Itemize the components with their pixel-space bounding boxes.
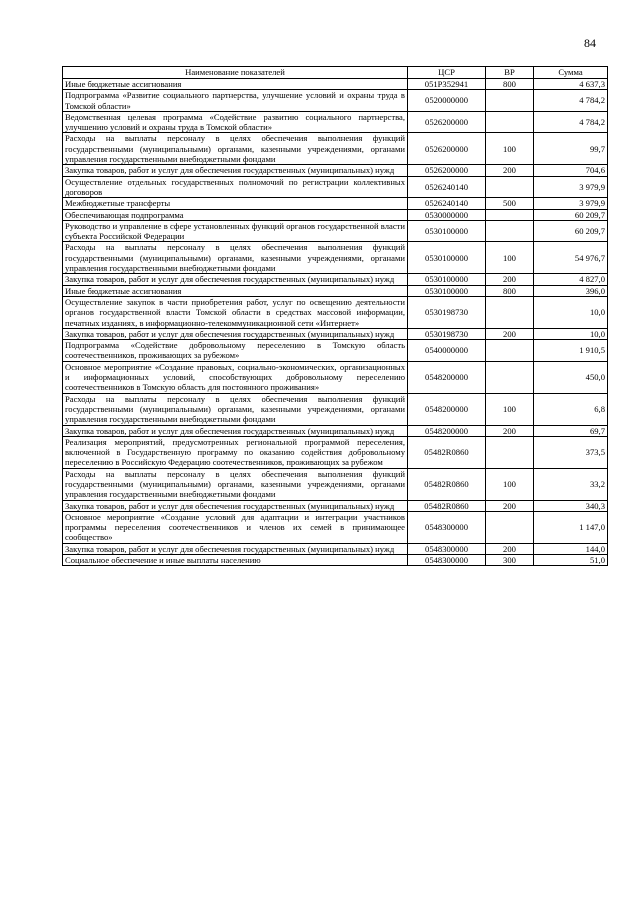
row-name-cell: Закупка товаров, работ и услуг для обеспечения государственных (муниципальных) нужд	[63, 165, 408, 176]
row-vr-cell: 200	[486, 425, 534, 436]
table-row	[63, 328, 608, 339]
row-csr-cell: 05482R0860	[408, 468, 486, 500]
table-row	[63, 285, 608, 296]
row-csr-cell: 0548200000	[408, 393, 486, 425]
row-name-cell: Социальное обеспечение и иные выплаты населению	[63, 555, 408, 566]
row-csr-cell: 0526200000	[408, 133, 486, 165]
row-csr-cell: 0548300000	[408, 555, 486, 566]
row-name-cell: Руководство и управление в сфере установленных функций органов государственной власти субъекта Российской Федерации	[63, 220, 408, 242]
row-vr-cell	[486, 220, 534, 242]
row-csr-cell: 0520000000	[408, 90, 486, 112]
row-name-cell: Расходы на выплаты персоналу в целях обеспечения выполнения функций государственными (муниципальными) органами, казенными учреждениями, органами управления государственными внебюджетными фондами	[63, 133, 408, 165]
row-vr-cell	[486, 111, 534, 133]
row-name-cell: Основное мероприятие «Создание условий для адаптации и интеграции участников программы переселения соотечественников и членов их семей в принимающее сообщество»	[63, 511, 408, 543]
row-sum-cell: 33,2	[534, 468, 608, 500]
row-csr-cell: 0530100000	[408, 274, 486, 285]
row-csr-cell: 051P352941	[408, 79, 486, 90]
row-name-cell: Расходы на выплаты персоналу в целях обеспечения выполнения функций государственными (муниципальными) органами, казенными учреждениями, органами управления государственными внебюджетными фондами	[63, 242, 408, 274]
row-sum-cell: 6,8	[534, 393, 608, 425]
row-vr-cell	[486, 340, 534, 362]
row-csr-cell: 0526240140	[408, 198, 486, 209]
row-name-cell: Реализация мероприятий, предусмотренных региональной программой переселения, включенной в Государственную программу по оказанию содействия добровольному переселению в Российскую Федерацию соотечественников, проживающих за рубежом	[63, 436, 408, 468]
table-row	[63, 198, 608, 209]
table-row	[63, 111, 608, 133]
row-sum-cell: 4 637,3	[534, 79, 608, 90]
row-vr-cell	[486, 436, 534, 468]
row-vr-cell: 200	[486, 274, 534, 285]
row-sum-cell: 396,0	[534, 285, 608, 296]
table-row	[63, 393, 608, 425]
row-vr-cell: 300	[486, 555, 534, 566]
row-sum-cell: 3 979,9	[534, 198, 608, 209]
row-sum-cell: 10,0	[534, 296, 608, 328]
header-vr: ВР	[486, 67, 534, 79]
row-csr-cell: 0530000000	[408, 209, 486, 220]
table-row	[63, 340, 608, 362]
row-vr-cell	[486, 176, 534, 198]
table-row	[63, 133, 608, 165]
row-sum-cell: 60 209,7	[534, 209, 608, 220]
row-csr-cell: 0548200000	[408, 361, 486, 393]
row-sum-cell: 60 209,7	[534, 220, 608, 242]
row-csr-cell: 05482R0860	[408, 500, 486, 511]
row-sum-cell: 704,6	[534, 165, 608, 176]
table-row	[63, 555, 608, 566]
page-number: 84	[584, 36, 596, 50]
row-csr-cell: 0530198730	[408, 296, 486, 328]
header-name: Наименование показателей	[63, 67, 408, 79]
row-name-cell: Закупка товаров, работ и услуг для обеспечения государственных (муниципальных) нужд	[63, 425, 408, 436]
table-row	[63, 274, 608, 285]
row-name-cell: Закупка товаров, работ и услуг для обеспечения государственных (муниципальных) нужд	[63, 543, 408, 554]
row-vr-cell	[486, 296, 534, 328]
row-csr-cell: 0530100000	[408, 285, 486, 296]
header-sum: Сумма	[534, 67, 608, 79]
table-row	[63, 468, 608, 500]
row-name-cell: Иные бюджетные ассигнования	[63, 285, 408, 296]
row-sum-cell: 4 784,2	[534, 111, 608, 133]
row-sum-cell: 373,5	[534, 436, 608, 468]
budget-table	[62, 66, 608, 566]
table-row	[63, 79, 608, 90]
row-sum-cell: 1 147,0	[534, 511, 608, 543]
row-vr-cell	[486, 209, 534, 220]
row-vr-cell: 100	[486, 468, 534, 500]
row-sum-cell: 10,0	[534, 328, 608, 339]
header-csr: ЦСР	[408, 67, 486, 79]
row-sum-cell: 99,7	[534, 133, 608, 165]
row-name-cell: Осуществление отдельных государственных полномочий по регистрации коллективных договоров	[63, 176, 408, 198]
table-row	[63, 425, 608, 436]
row-vr-cell	[486, 90, 534, 112]
row-name-cell: Межбюджетные трансферты	[63, 198, 408, 209]
row-vr-cell: 500	[486, 198, 534, 209]
table-row	[63, 165, 608, 176]
row-csr-cell: 0548200000	[408, 425, 486, 436]
table-row	[63, 361, 608, 393]
row-vr-cell: 200	[486, 500, 534, 511]
row-csr-cell: 0526200000	[408, 111, 486, 133]
row-sum-cell: 450,0	[534, 361, 608, 393]
table-row	[63, 436, 608, 468]
table-row	[63, 500, 608, 511]
row-name-cell: Основное мероприятие «Создание правовых, социально-экономических, организационных и информационных условий, способствующих добровольному переселению соотечественников в Томскую область для постоянного проживания»	[63, 361, 408, 393]
row-name-cell: Закупка товаров, работ и услуг для обеспечения государственных (муниципальных) нужд	[63, 500, 408, 511]
row-csr-cell: 0530198730	[408, 328, 486, 339]
row-name-cell: Расходы на выплаты персоналу в целях обеспечения выполнения функций государственными (муниципальными) органами, казенными учреждениями, органами управления государственными внебюджетными фондами	[63, 393, 408, 425]
table-row	[63, 209, 608, 220]
row-csr-cell: 0530100000	[408, 220, 486, 242]
row-sum-cell: 4 827,0	[534, 274, 608, 285]
row-vr-cell	[486, 361, 534, 393]
row-vr-cell: 800	[486, 79, 534, 90]
table-row	[63, 511, 608, 543]
row-csr-cell: 0548300000	[408, 543, 486, 554]
row-name-cell: Подпрограмма «Содействие добровольному переселению в Томскую область соотечественников, проживающих за рубежом»	[63, 340, 408, 362]
row-sum-cell: 3 979,9	[534, 176, 608, 198]
row-name-cell: Ведомственная целевая программа «Содействие развитию социального партнерства, улучшению условий и охраны труда в Томской области»	[63, 111, 408, 133]
table-row	[63, 242, 608, 274]
row-csr-cell: 0540000000	[408, 340, 486, 362]
row-vr-cell: 800	[486, 285, 534, 296]
row-name-cell: Осуществление закупок в части приобретения работ, услуг по освещению деятельности органов государственной власти Томской области в средствах массовой информации, печатных изданиях, в информационно-телекоммуникационной сети «Интернет»	[63, 296, 408, 328]
table-header-row	[63, 67, 608, 79]
table-row	[63, 220, 608, 242]
row-vr-cell: 200	[486, 165, 534, 176]
row-sum-cell: 69,7	[534, 425, 608, 436]
row-sum-cell: 51,0	[534, 555, 608, 566]
row-vr-cell: 100	[486, 133, 534, 165]
row-name-cell: Закупка товаров, работ и услуг для обеспечения государственных (муниципальных) нужд	[63, 274, 408, 285]
row-name-cell: Иные бюджетные ассигнования	[63, 79, 408, 90]
row-csr-cell: 05482R0860	[408, 436, 486, 468]
row-vr-cell: 200	[486, 543, 534, 554]
table-row	[63, 90, 608, 112]
row-vr-cell: 100	[486, 393, 534, 425]
table-row	[63, 543, 608, 554]
row-name-cell: Обеспечивающая подпрограмма	[63, 209, 408, 220]
row-sum-cell: 1 910,5	[534, 340, 608, 362]
table-row	[63, 176, 608, 198]
row-vr-cell	[486, 511, 534, 543]
row-vr-cell: 100	[486, 242, 534, 274]
row-csr-cell: 0530100000	[408, 242, 486, 274]
row-csr-cell: 0526200000	[408, 165, 486, 176]
row-sum-cell: 54 976,7	[534, 242, 608, 274]
row-name-cell: Расходы на выплаты персоналу в целях обеспечения выполнения функций государственными (муниципальными) органами, казенными учреждениями, органами управления государственными внебюджетными фондами	[63, 468, 408, 500]
row-name-cell: Закупка товаров, работ и услуг для обеспечения государственных (муниципальных) нужд	[63, 328, 408, 339]
table-row	[63, 296, 608, 328]
row-csr-cell: 0526240140	[408, 176, 486, 198]
row-vr-cell: 200	[486, 328, 534, 339]
row-sum-cell: 144,0	[534, 543, 608, 554]
row-csr-cell: 0548300000	[408, 511, 486, 543]
row-sum-cell: 4 784,2	[534, 90, 608, 112]
row-name-cell: Подпрограмма «Развитие социального партнерства, улучшение условий и охраны труда в Томской области»	[63, 90, 408, 112]
table-body	[63, 79, 608, 566]
row-sum-cell: 340,3	[534, 500, 608, 511]
